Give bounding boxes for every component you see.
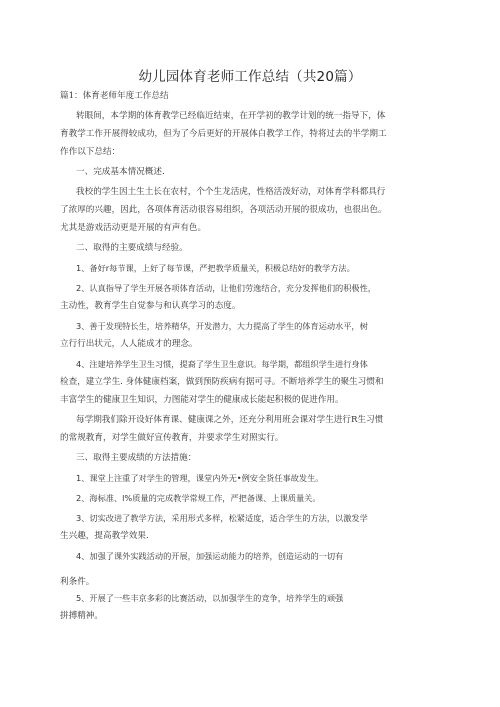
- paragraph-line: 每学期我们除开设好体育课、健康课之外，还充分利用班会课对学生进行R生习惯: [76, 415, 384, 425]
- paragraph-line: 我校的学生因土生土长在农村，个个生龙活虎，性格活泼好动，对体育学科都具行: [76, 187, 386, 197]
- paragraph-line: 了浓厚的兴趣，因此，各项体育活动很容易组织，各项活动开展的很成功，也很出色。: [60, 205, 387, 215]
- subheading: 二、取得的主要成绩与经验。: [76, 243, 188, 253]
- paragraph-line: 生兴趣，提高教学效果.: [60, 531, 149, 541]
- list-item: 1、课堂上注重了对学生的管理，课堂内外无•例安全货任事故发生。: [76, 473, 324, 483]
- list-item: 4、注建培养学生卫生习惯，提裔了学生卫生意识。每学期，都组织学生进行身体: [76, 359, 368, 369]
- paragraph-line: 尤其是游戏活动更是开展的有声有色。: [60, 223, 207, 233]
- list-item: 3、善于发现特长生，培养精华，开发潜力，大力提高了学生的体育运动水平，树: [76, 321, 368, 331]
- paragraph-line: 转眼间，本学期的体育教学已经临近结束，在开学初的教学计划的统一指导下，体: [76, 111, 386, 121]
- list-item: 2、海标准、l%质量的完成教学常规工作，严把备课、上课质量关。: [76, 493, 321, 503]
- list-item: 3、切实改进了教学方法，采用形式多样，松紧适度，适合学生的方法，以激发学: [76, 513, 368, 523]
- list-item: 4、加强了课外实践活动的开展，加强运动能力的培养，创造运动的一切有: [76, 551, 344, 561]
- list-item: 2、认真指导了学生开展各项体育活动，让他们劳逸结合，充分发挥他们的积极性，: [76, 283, 376, 293]
- section-heading: 篇1：体育老师年度工作总结: [60, 91, 169, 101]
- paragraph-line: 育教学工作开展得较成功，但为了今后更好的开展体白教学工作，特将过去的半学期工: [60, 129, 387, 139]
- subheading: 三、取得主要成绩的方法措施：: [76, 453, 197, 463]
- paragraph-line: 主动性，教育学生自觉参与和认真学习的态度。: [60, 301, 241, 311]
- paragraph-line: 丰富学生的健康卫生知识，力图能对学生的健康成长能起积极的促进作用。: [60, 395, 344, 405]
- paragraph-line: 立行行出状元，人人能成才的理念。: [60, 339, 198, 349]
- paragraph-line: 检查，建立学生. 身体健康档案，做到预防疾病有据可寻。不断培养学生的聚生习惯和: [60, 377, 384, 387]
- paragraph-line: 拼搏精神。: [60, 611, 103, 621]
- subheading: 一、完成基本情况概述.: [76, 167, 165, 177]
- paragraph-line: 作作以下总结：: [60, 147, 121, 157]
- list-item: 1、备好r每节课，上好了每节课，严把教学质量关，积极总结好的教学方法。: [76, 263, 355, 273]
- document-title: 幼儿园体育老师工作总结（共20篇）: [138, 69, 362, 85]
- paragraph-line: 利条件。: [60, 577, 95, 587]
- paragraph-line: 的常规教育，对学生做好宣传教育，并要求学生对照实行。: [60, 433, 284, 443]
- list-item: 5、开展了一些丰京多彩的比赛活动，以加强学生的竞争，培养学生的顽强: [76, 593, 344, 603]
